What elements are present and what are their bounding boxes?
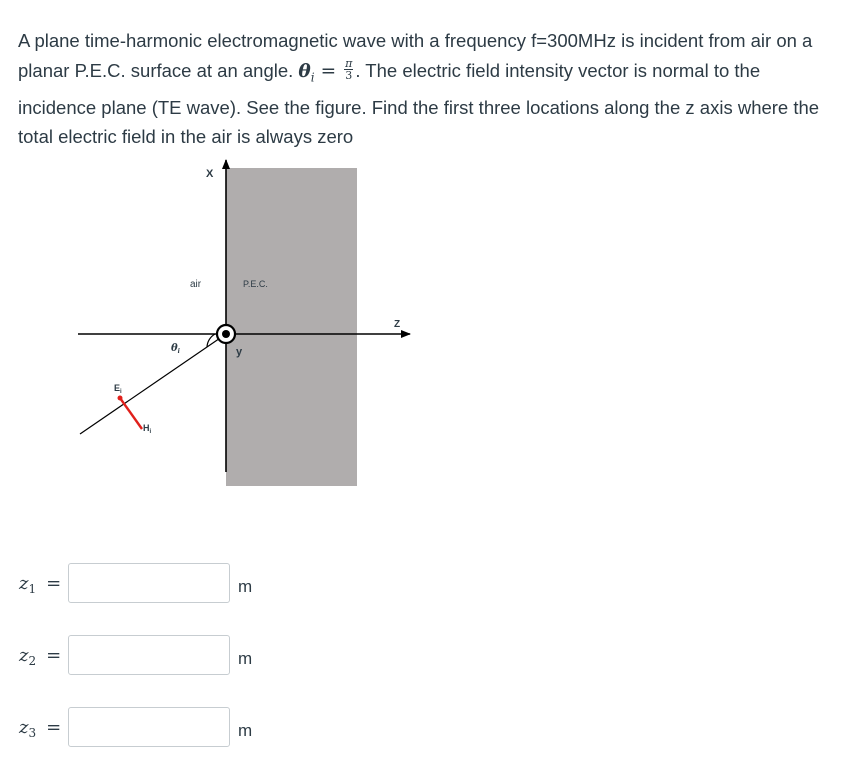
z2-answer-input[interactable] bbox=[68, 635, 230, 675]
incidence-figure bbox=[70, 150, 450, 495]
z1-var: z bbox=[19, 573, 29, 594]
answer-row-z3 bbox=[0, 707, 868, 751]
h-label-letter: H bbox=[143, 423, 150, 433]
theta-subscript: i bbox=[310, 70, 315, 85]
question-line-2-start: planar P.E.C. surface at an angle. bbox=[18, 59, 294, 81]
z2-unit: m bbox=[238, 649, 253, 668]
question-line-2 bbox=[18, 56, 858, 93]
theta-symbol bbox=[298, 60, 315, 85]
e-field-vector-dot bbox=[118, 396, 123, 401]
question-line-1: A plane time-harmonic electromagnetic wave with a frequency f=300MHz is incident from air on a bbox=[18, 30, 813, 51]
y-axis-dot bbox=[222, 330, 230, 338]
z3-label bbox=[19, 717, 61, 738]
theta-letter: θ bbox=[298, 60, 311, 82]
z1-unit: m bbox=[238, 577, 253, 596]
incident-ray bbox=[80, 334, 226, 434]
e-label-sub: i bbox=[120, 389, 122, 395]
y-axis-label: y bbox=[236, 346, 243, 358]
z3-sub: 3 bbox=[28, 726, 37, 740]
fraction-denominator: 3 bbox=[345, 69, 353, 83]
question-line-2-end: . The electric field intensity vector is normal to the bbox=[355, 59, 761, 81]
z1-label bbox=[19, 573, 61, 594]
z3-equals: = bbox=[46, 717, 62, 738]
e-field-vector bbox=[120, 398, 142, 429]
z1-sub: 1 bbox=[28, 582, 37, 596]
z3-var: z bbox=[19, 717, 29, 738]
z2-var: z bbox=[19, 645, 29, 666]
z2-label bbox=[19, 645, 61, 666]
z-axis-label: Z bbox=[394, 319, 401, 330]
z1-answer-input[interactable] bbox=[68, 563, 230, 603]
question-text bbox=[18, 26, 858, 152]
theta-label-letter: θ bbox=[171, 343, 178, 354]
pi-over-3-fraction bbox=[344, 58, 353, 81]
h-label-sub: i bbox=[149, 429, 152, 435]
question-line-4: total electric field in the air is always zero bbox=[18, 126, 354, 148]
answer-row-z2 bbox=[0, 635, 868, 679]
answer-row-z1 bbox=[0, 563, 868, 607]
z2-sub: 2 bbox=[28, 654, 37, 668]
theta-arc bbox=[207, 334, 215, 347]
h-field-label bbox=[143, 423, 152, 435]
pec-region bbox=[226, 168, 357, 486]
z1-equals: = bbox=[46, 573, 62, 594]
e-field-label bbox=[114, 383, 122, 395]
z2-equals: = bbox=[46, 645, 62, 666]
theta-label-sub: i bbox=[177, 348, 180, 355]
question-line-3: incidence plane (TE wave). See the figure. Find the first three locations along the z axis where the bbox=[18, 96, 820, 118]
x-axis-label: X bbox=[206, 168, 214, 180]
z3-unit: m bbox=[238, 721, 253, 740]
z3-answer-input[interactable] bbox=[68, 707, 230, 747]
e-label-letter: E bbox=[114, 383, 121, 393]
theta-label bbox=[171, 343, 181, 355]
equals-sign: = bbox=[320, 60, 337, 82]
pec-label: P.E.C. bbox=[243, 279, 268, 289]
air-label: air bbox=[190, 279, 202, 290]
fraction-numerator: π bbox=[345, 57, 353, 71]
